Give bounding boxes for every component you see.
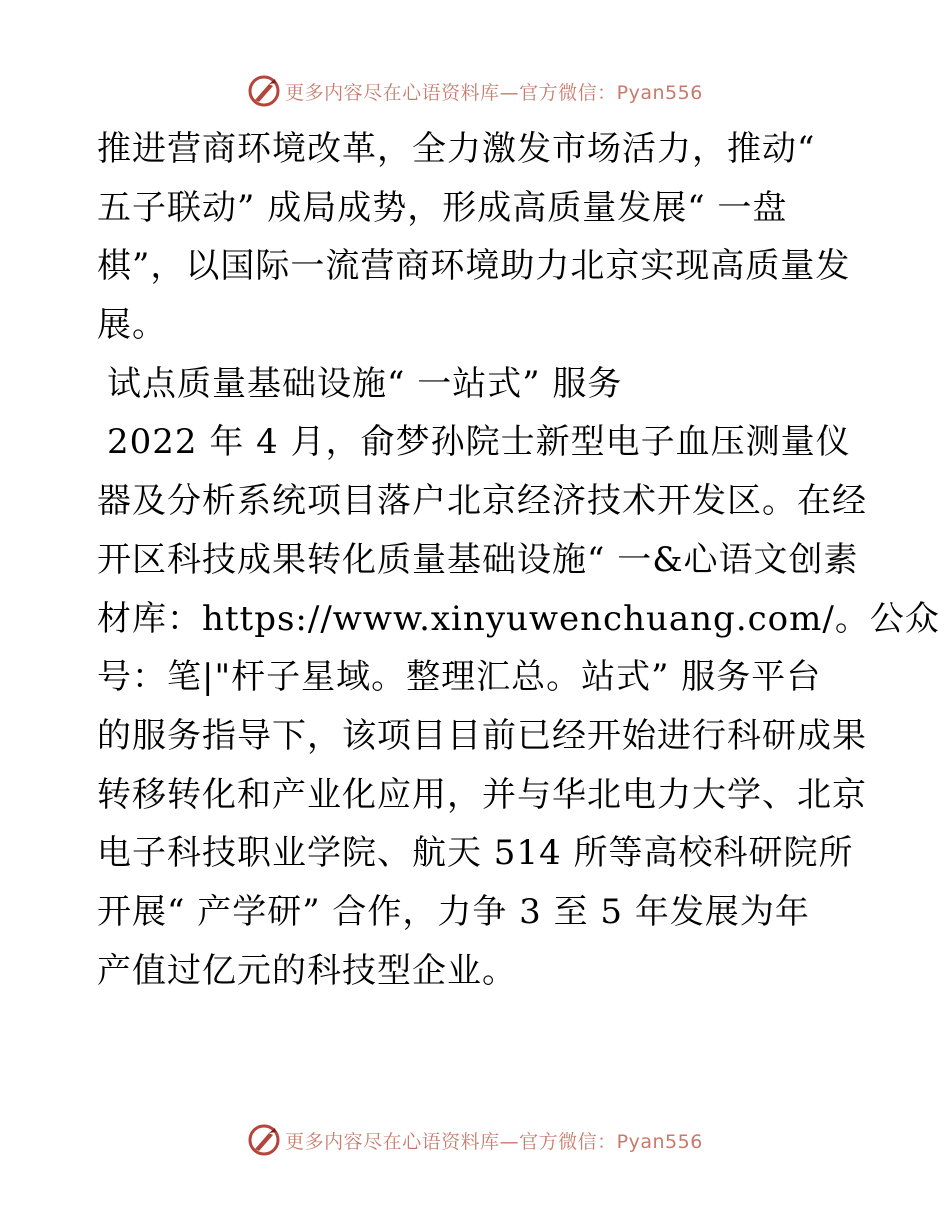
footer-banner-text: 更多内容尽在心语资料库—官方微信：Pyan556	[285, 1130, 703, 1153]
text-line: 号：笔|"杆子星域。整理汇总。站式” 服务平台	[97, 657, 822, 698]
text-line: 材库：https://www.xinyuwenchuang.com/。公众	[97, 598, 940, 639]
text-line: 电子科技职业学院、航天 514 所等高校科研院所	[97, 833, 854, 874]
header-banner	[0, 71, 950, 111]
text-line: 产值过亿元的科技型企业。	[97, 950, 517, 991]
footer-banner	[0, 1120, 950, 1160]
quill-logo-icon	[247, 1123, 281, 1157]
header-banner-text: 更多内容尽在心语资料库—官方微信：Pyan556	[285, 81, 703, 104]
document-body	[97, 120, 940, 1000]
text-line: 开展“ 产学研” 合作，力争 3 至 5 年发展为年	[97, 891, 810, 932]
text-line: 器及分析系统项目落户北京经济技术开发区。在经	[97, 481, 867, 522]
text-line: 展。	[97, 305, 167, 346]
text-line: 五子联动” 成局成势，形成高质量发展“ 一盘	[97, 187, 788, 228]
text-line: 2022 年 4 月，俞梦孙院士新型电子血压测量仪	[107, 422, 851, 463]
text-line: 推进营商环境改革，全力激发市场活力，推动“	[97, 129, 816, 169]
quill-logo-icon	[247, 74, 281, 108]
text-line: 转移转化和产业化应用，并与华北电力大学、北京	[97, 774, 867, 815]
section-heading: 试点质量基础设施“ 一站式” 服务	[107, 363, 623, 404]
text-line: 开区科技成果转化质量基础设施“ 一&心语文创素	[97, 539, 859, 580]
text-line: 的服务指导下，该项目目前已经开始进行科研成果	[97, 715, 867, 756]
text-line: 棋”，以国际一流营商环境助力北京实现高质量发	[97, 246, 851, 287]
